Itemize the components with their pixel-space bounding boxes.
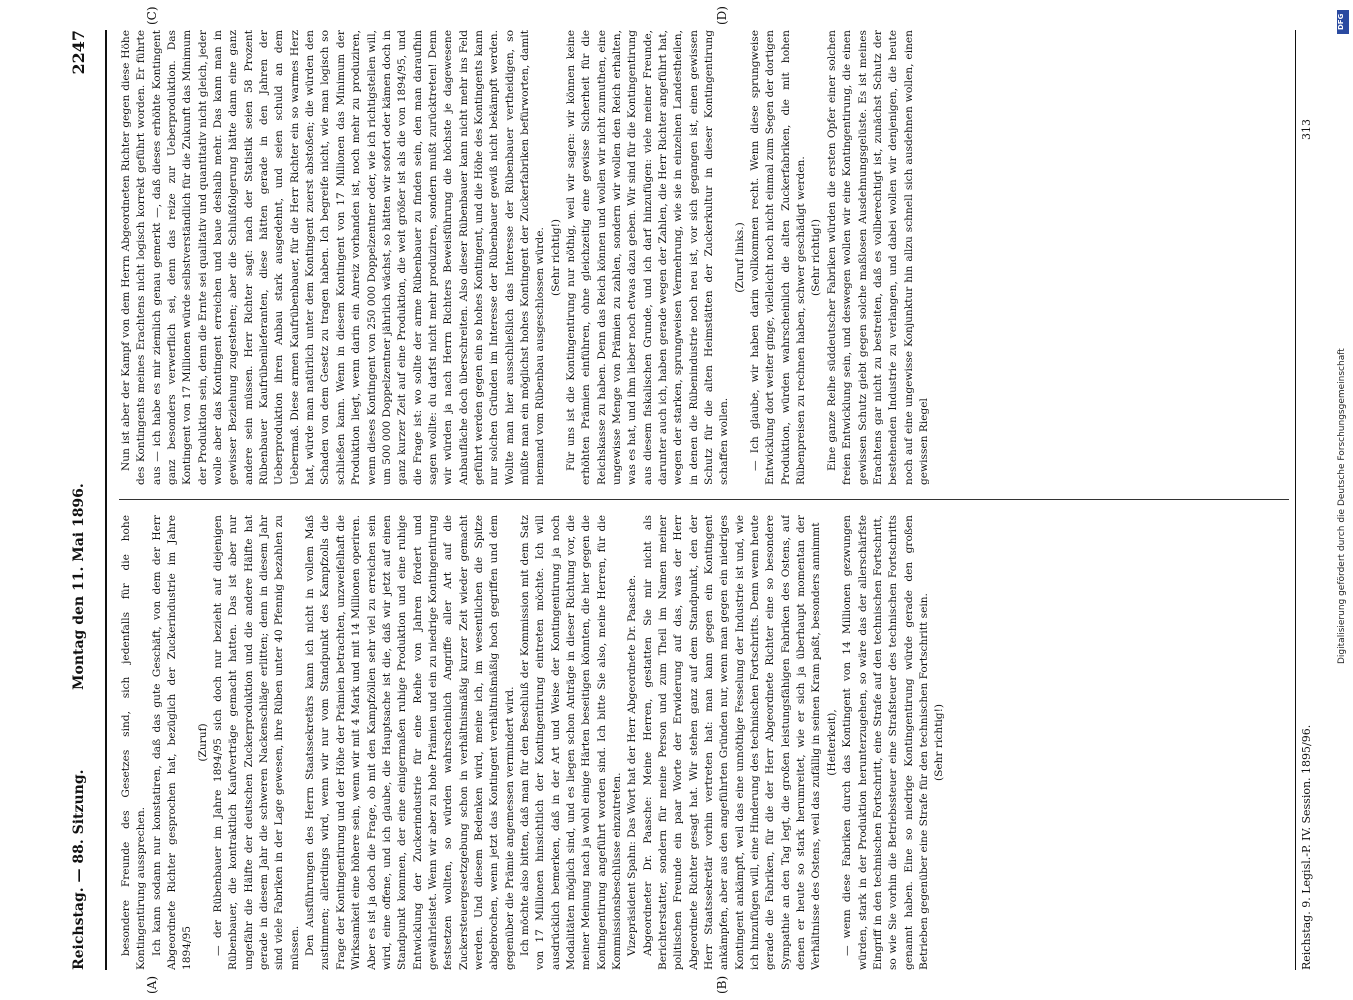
right-paragraph: Für uns ist die Kontingentirung nur nöthig, weil wir sagen: wir können keine erhöhten Prämien einführen, ohne gleichzeitig eine gewisse Sicherheit für die Reichskasse zu haben. Denn das Reich können und wollen wir nicht zumuthen, eine ungewisse Menge von Prämien zu zahlen, sondern wir wollen den Reich erhalten, was es hat, und ihm lieber noch etwas dazu geben. Wir sind für die Kontingentirung aus diesem fiskalischen Grunde, und ich darf hinzufügen: viele meiner Freunde, darunter auch ich, haben gerade wegen der Zahlen, die Herr Richter angeführt hat, wegen der starken, sprungweisen Vermehrung, wie sie in einzelnen Landestheilen, in denen die Rübenindustrie noch neu ist, vor sich gegangen ist, einen gewissen Schutz für die alten Heimstätten der Zuckerkultur in dieser Kontingentirung schaffen wollen. [564,30,731,485]
left-paragraph: (Zuruf) [196,723,209,762]
left-paragraph: Abgeordneter Dr. Paasche: Meine Herren, gestatten Sie mir nicht als Berichterstatter, sondern für meine Person und zum Theil im Namen meiner politischen Freunde ein paar Worte der Erwiderung auf das, was der Herr Abgeordnete Richter gesagt hat. Wir stehen ganz auf dem Standpunkt, den der Herr Staatssekretär vorhin vertreten hat: man kann gegen ein Kontingent ankämpfen, aber aus den angeführten Gründen nur, wenn man gegen ein niedriges Kontingent ankämpft, weil das eine unnöthige Fesselung der Industrie ist und, wie ich hinzufügen will, eine Hinderung des technischen Fortschritts. Denn wenn heute gerade die Fabriken, für die der Herr Abgeordnete Richter eine so besondere Sympathie an den Tag legt, die großen leistungsfähigen Fabriken des Ostens, auf denen er heute so stark herumreitet, wie er sich ja überhaupt momentan der Verhältnisse des Ostens, weil das zufällig in seinen Kram paßt, besonders annimmt [641,515,823,970]
right-paragraph: (Sehr richtig!) [549,219,562,296]
column-divider [119,499,1289,500]
right-paragraph: — Ich glaube, wir haben darin vollkommen recht. Wenn diese sprungweise Entwicklung dort weiter ginge, vielleicht noch nicht einmal zum Segen der dortigen Produktion, würden wahrscheinlich die alten Zuckerfabriken, die mit hohen Rübenpreisen zu rechnen haben, schwer geschädigt werden. [749,30,808,485]
right-paragraph: Eine ganze Reihe süddeutscher Fabriken würden die ersten Opfer einer solchen freien Entwicklung sein, und deswegen wollen wir eine Kontingentirung, die einen gewissen Schutz giebt gegen solche maßlosen Ausdehnungsgelüste. Es ist meines Erachtens gar nicht zu bestreiten, daß es vollberechtigt ist, zunächst Schutz der bestehenden Industrie zu verlangen, und dabei wollen wir denjenigen, die heute noch auf eine ungewisse Konjunktur hin allzu schnell sich ausdehnen wollen, einen gewissen Riegel [825,30,930,485]
footer-rule [1295,30,1296,970]
header-left: Reichstag. — 88. Sitzung. [71,769,87,970]
left-paragraph: (Sehr richtig!) [933,704,946,781]
left-paragraph: — wenn diese Fabriken durch das Kontingent von 14 Millionen gezwungen würden, stark in der Produktion herunterzugehen, so wäre das der allerschärfste Eingriff in den technischen Fortschritt, eine Strafe auf den technischen Fortschritt, so wie Sie vorhin die Betriebssteuer eine Strafsteuer des technischen Fortschritts genannt haben. Eine so niedrige Kontingentirung würde gerade den großen Betrieben gegenüber eine Strafe für den technischen Fortschritt sein. [841,515,930,970]
left-paragraph: Ich kann sodann nur konstatiren, daß das gute Geschäft, von dem der Herr Abgeordnete Richter gesprochen hat, bezüglich der Zuckerindustrie im Jahre 1894/95 [150,515,194,970]
margin-marker-a: (A) [145,975,159,994]
left-paragraph: — der Rübenbauer im Jahre 1894/95 sich doch nur bezieht auf diejenigen Rübenbauer, die kontraktlich Kaufverträge gemacht hatten. Das ist aber nur ungefähr die Hälfte der deutschen Zuckerproduktion und die andere Hälfte hat gerade in diesem Jahr die schweren Nackenschläge erlitten; denn in diesem Jahr sind viele Fabriken in der Lage gewesen, ihre Rüben unter 40 Pfennig bezahlen zu müssen. [212,515,301,970]
left-paragraph: Den Ausführungen des Herrn Staatssekretärs kann ich nicht in vollem Maß zustimmen; allerdings wird, wenn wir nur vom Standpunkt des Kampfzolls die Frage der Kontingentirung und der Höhe der Prämien betrachten, unzweifelhaft die Wirksamkeit eine höhere sein, wenn wir mit 4 Mark und mit 14 Millionen operiren. Aber es ist ja doch die Frage, ob mit den Kampfzöllen sehr viel zu erreichen sein wird, eine offene, und ich glaube, die Hauptsache ist die, daß wir jetzt auf einen Standpunkt kommen, der eine einigermaßen ruhige Produktion und eine ruhige Entwicklung der Zuckerindustrie für eine Reihe von Jahren fördert und gewährleistet. Wenn wir aber zu hohe Prämien und ein zu niedrige Kontingentirung festsetzen wollten, so würden wahrscheinlich Angriffe aller Art auf die Zuckersteuergesetzgebung schon in verhältnismäßig kurzer Zeit wieder gemacht werden. Und diesem Bedenken wird, meine ich, im wesentlichen die Spitze abgebrochen, wenn jetzt das Kontingent verhältnißmäßig hoch gegriffen und dem gegenüber die Prämie angemessen vermindert wird. [304,515,516,970]
digitization-note: Digitalisierung gefördert durch die Deutsche Forschungsgemeinschaft [1337,348,1347,664]
rotated-page [25,0,1325,1000]
right-column [119,30,1289,485]
margin-marker-d: (D) [715,6,729,25]
margin-marker-c: (C) [145,6,159,25]
header-date: Montag den 11. Mai 1896. [71,483,87,690]
right-paragraph: Nun ist aber der Kampf von dem Herrn Abgeordneten Richter gegen diese Höhe des Kontingents meines Erachtens nicht logisch korrekt geführt worden. Er führte aus — ich habe es mir ziemlich genau gemerkt —, daß dieses erhöhte Kontingent ganz besonders verwerflich sei, denn das reize zur Ueberproduktion. Das Kontingent von 17 Millionen würde selbstverständlich für die Zukunft das Minimum der Produktion sein, denn die Ernte sei qualitativ und quantitativ nicht gleich, jeder wolle aber das Kontingent erreichen und baue deshalb mehr. Das kann man in gewisser Beziehung zugestehen; aber die Schlußfolgerung hätte dann eine ganz andere sein müssen. Herr Richter sagt: nach der Statistik seien 58 Prozent Rübenbauer Kaufrübenlieferanten, diese hätten gerade in den Jahren der Ueberproduktion ihren Anbau stark ausgedehnt, und seien schuld an dem Uebermaß. Diese armen Kaufrübenbauer, für die Herr Richter ein so warmes Herz hat, würde man natürlich unter dem Kontingent zuerst abstoßen; die würden den Schaden von dem Gesetz zu tragen haben. Ich begreife nicht, wie man logisch so schließen kann. Wenn in diesem Kontingent von 17 Millionen das Minimum der Produktion liegt, wenn darin ein Anreiz vorhanden ist, noch mehr zu produziren, wenn dieses Kontingent von 250 000 Doppelzentner oder, wie ich richtigstellen will, um 500 000 Doppelzentner jährlich wächst, so hätten wir sofort oder kämen doch in ganz kurzer Zeit auf eine Produktion, die weit größer ist als die von 1894/95, und die Frage ist: wo sollte der arme Rübenbauer zu finden sein, den man daraufhin sagen wollte: du darfst nicht mehr produziren, sondern mußt zurücktreten! Denn wir würden ja nach Herrn Richters Beweisführung die höchste je dagewesene Anbaufläche doch überschreiten. Also dieser Rübenbauer kann nicht mehr ins Feld geführt werden gegen ein so hohes Kontingent, und die Höhe des Kontingents kann nur solchen Gründen im Interesse der Rübenbauer gewiß nicht bekämpft werden. Wollte man hier ausschließlich das Interesse der Rübenbauer vertheidigen, so müßte man ein möglichst hohes Kontingent der Zuckerfabriken befürworten, damit niemand vom Rübenbau ausgeschlossen würde. [120,30,547,485]
page-header [65,30,95,970]
left-column [119,515,1289,970]
header-rule [105,30,107,970]
margin-marker-b: (B) [715,975,729,994]
left-paragraph: besondere Freunde des Gesetzes sind, sich jedenfalls für die hohe Kontingentirung aussprechen. [120,515,148,970]
right-paragraph: (Zuruf links.) [733,222,746,293]
page-number: 2247 [69,30,88,75]
right-paragraph: (Sehr richtig!) [810,219,823,296]
footer-page-marker: 313 [1300,119,1313,140]
left-paragraph: (Heiterkeit), [825,709,838,776]
left-paragraph: Vizepräsident Spahn: Das Wort hat der Herr Abgeordnete Dr. Paasche. [626,574,639,956]
left-paragraph: Ich möchte also bitten, daß man für den Beschluß der Kommission mit dem Satz von 17 Millionen hinsichtlich der Kontingentirung eintreten möchte. Ich will ausdrücklich bemerken, daß in der Art und Weise der Kontingentirung ja noch Modalitäten möglich sind, und es liegen schon Anträge in dieser Richtung vor, die meiner Meinung nach ja wohl einige Härten beseitigen könnten, die hier gegen die Kontingentirung angeführt worden sind. Ich bitte Sie also, meine Herren, für die Kommissionsbeschlüsse einzutreten. [518,515,623,970]
dfg-logo: DFG [1337,10,1349,34]
footer-session: Reichstag. 9. Legisl.-P. IV. Session. 1895/96. [1300,724,1313,970]
